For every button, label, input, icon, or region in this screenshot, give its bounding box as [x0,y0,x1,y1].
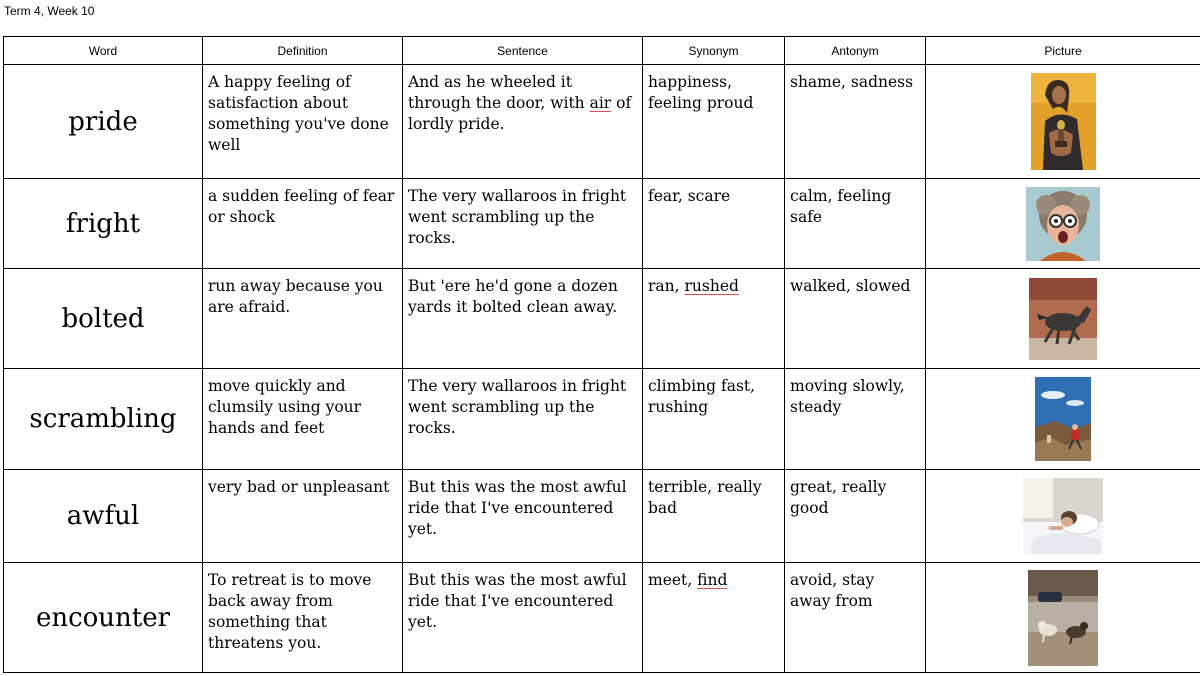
picture-cell [926,65,1200,179]
table-row [4,470,1200,563]
table-row [4,269,1200,369]
word-cell: scrambling [4,369,203,470]
sentence-cell: The very wallaroos in fright went scrambling up the rocks. [403,369,643,470]
synonym-cell: ran, rushed [643,269,785,369]
antonym-cell: shame, sadness [785,65,926,179]
antonym-cell: moving slowly, steady [785,369,926,470]
sentence-cell: And as he wheeled it through the door, with air of lordly pride. [403,65,643,179]
antonym-cell: walked, slowed [785,269,926,369]
spellcheck-underlined-word: find [697,571,728,589]
definition-cell: a sudden feeling of fear or shock [203,179,403,269]
column-header-sentence: Sentence [403,37,643,65]
spellcheck-underlined-word: air [589,94,612,112]
picture-cell [926,269,1200,369]
definition-cell: very bad or unpleasant [203,470,403,563]
synonym-cell: terrible, really bad [643,470,785,563]
column-header-picture: Picture [926,37,1200,65]
picture-cell [926,369,1200,470]
synonym-cell: meet, find [643,563,785,673]
table-row [4,563,1200,673]
definition-cell: run away because you are afraid. [203,269,403,369]
definition-cell: To retreat is to move back away from something that threatens you. [203,563,403,673]
frightened-woman-image [1026,187,1100,261]
column-header-definition: Definition [203,37,403,65]
picture-cell [926,179,1200,269]
table-header-row [4,37,1200,65]
sentence-cell: But 'ere he'd gone a dozen yards it bolted clean away. [403,269,643,369]
definition-cell: move quickly and clumsily using your hands and feet [203,369,403,470]
picture-cell [926,563,1200,673]
column-header-antonym: Antonym [785,37,926,65]
column-header-synonym: Synonym [643,37,785,65]
sentence-cell: The very wallaroos in fright went scrambling up the rocks. [403,179,643,269]
definition-cell: A happy feeling of satisfaction about something you've done well [203,65,403,179]
climbers-on-rocks-image [1035,377,1091,461]
word-cell: awful [4,470,203,563]
antonym-cell: great, really good [785,470,926,563]
sick-person-in-bed-image [1023,478,1103,554]
picture-cell [926,470,1200,563]
word-cell: fright [4,179,203,269]
spellcheck-underlined-word: rushed [684,277,739,295]
page-heading-term: Term 4, Week 10 [4,4,95,18]
word-cell: bolted [4,269,203,369]
antonym-cell: avoid, stay away from [785,563,926,673]
person-holding-trophy-image [1031,73,1096,170]
synonym-cell: climbing fast, rushing [643,369,785,470]
word-cell: pride [4,65,203,179]
table-row [4,369,1200,470]
synonym-cell: fear, scare [643,179,785,269]
table-row [4,65,1200,179]
antonym-cell: calm, feeling safe [785,179,926,269]
vocabulary-table [3,36,1200,673]
word-cell: encounter [4,563,203,673]
column-header-word: Word [4,37,203,65]
running-horse-image [1029,278,1097,360]
sentence-cell: But this was the most awful ride that I've encountered yet. [403,563,643,673]
sentence-cell: But this was the most awful ride that I've encountered yet. [403,470,643,563]
dogs-meeting-on-street-image [1028,570,1098,666]
table-row [4,179,1200,269]
synonym-cell: happiness, feeling proud [643,65,785,179]
